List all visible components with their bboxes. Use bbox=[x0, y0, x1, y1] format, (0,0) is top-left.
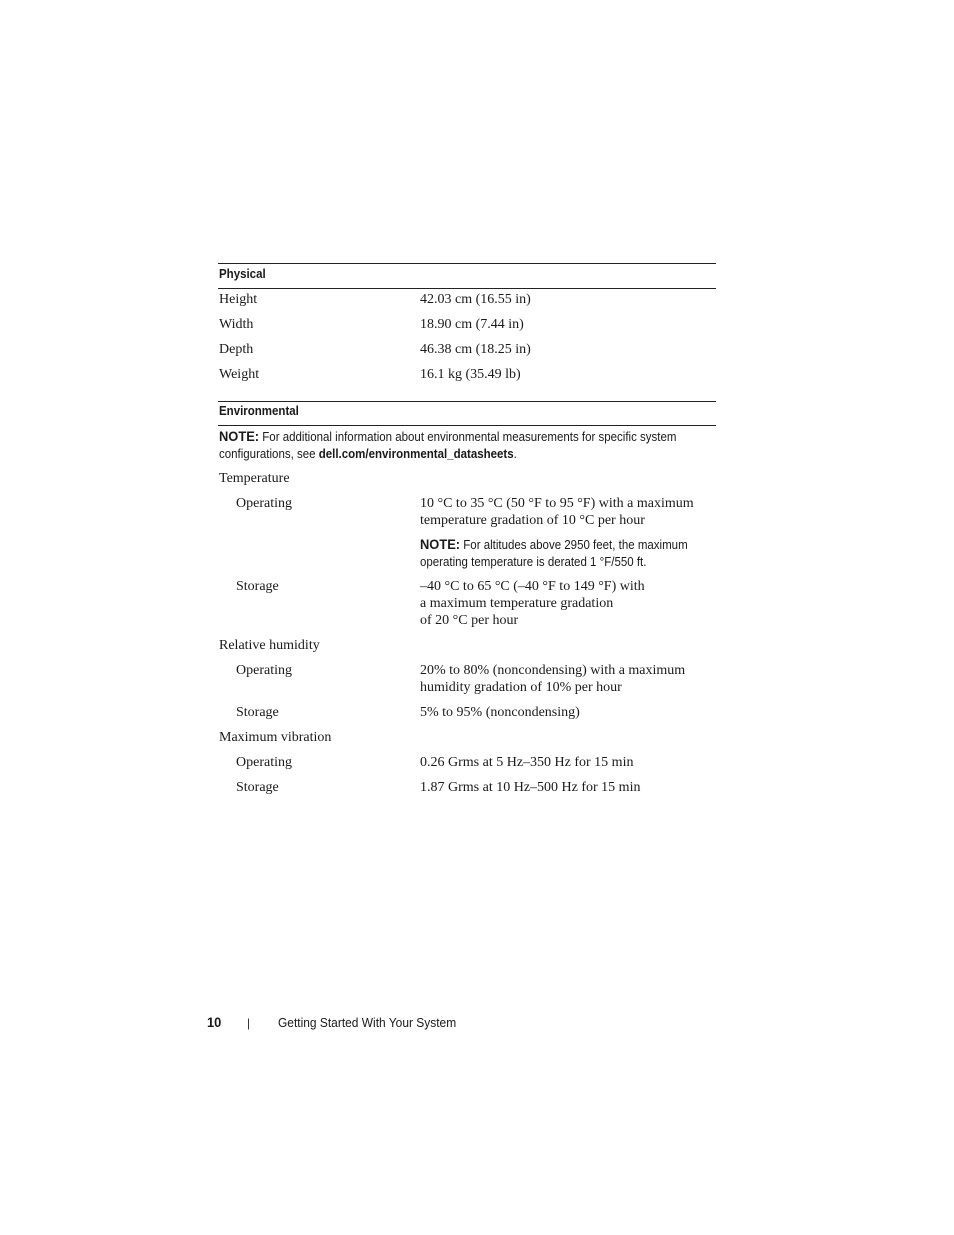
humidity-storage-value: 5% to 95% (noncondensing) bbox=[420, 705, 580, 720]
temperature-operating-label: Operating bbox=[236, 496, 292, 511]
temperature-note-text: For altitudes above 2950 feet, the maximum operating temperature is derated 1 °F/550 ft. bbox=[420, 538, 688, 569]
spec-label-height: Height bbox=[219, 292, 258, 307]
spec-label-weight: Weight bbox=[219, 367, 260, 382]
environmental-note bbox=[219, 428, 716, 463]
spec-value-depth: 46.38 cm (18.25 in) bbox=[420, 342, 531, 357]
spec-value-height: 42.03 cm (16.55 in) bbox=[420, 292, 531, 307]
group-label-temperature: Temperature bbox=[219, 471, 290, 486]
temperature-storage-line: a maximum temperature gradation bbox=[420, 596, 614, 611]
temperature-storage-line: –40 °C to 65 °C (–40 °F to 149 °F) with bbox=[420, 579, 645, 594]
rule-environmental-bottom bbox=[218, 425, 716, 426]
footer-title: Getting Started With Your System bbox=[278, 1015, 457, 1030]
section-heading-physical: Physical bbox=[219, 267, 266, 281]
vibration-storage-label: Storage bbox=[236, 780, 279, 795]
temperature-operating-note bbox=[420, 536, 714, 571]
temperature-operating-value: 10 °C to 35 °C (50 °F to 95 °F) with a maximum temperature gradation of 10 °C per hour bbox=[420, 496, 694, 528]
temperature-storage-label: Storage bbox=[236, 579, 279, 594]
humidity-storage-label: Storage bbox=[236, 705, 279, 720]
temperature-storage-line: of 20 °C per hour bbox=[420, 613, 519, 628]
humidity-operating-label: Operating bbox=[236, 663, 292, 678]
vibration-operating-value: 0.26 Grms at 5 Hz–350 Hz for 15 min bbox=[420, 755, 634, 770]
note-text: For additional information about environmental measurements for specific system configurations, see bbox=[219, 430, 677, 461]
spec-value-weight: 16.1 kg (35.49 lb) bbox=[420, 367, 521, 382]
footer-separator: | bbox=[247, 1016, 250, 1030]
note-tag: NOTE: bbox=[219, 428, 260, 444]
rule-environmental-top bbox=[218, 401, 716, 402]
temperature-storage-value bbox=[420, 578, 720, 629]
note-link[interactable]: dell.com/environmental_datasheets bbox=[318, 447, 514, 461]
temperature-note-tag: NOTE: bbox=[420, 536, 461, 552]
vibration-operating-label: Operating bbox=[236, 755, 292, 770]
spec-label-depth: Depth bbox=[219, 342, 254, 357]
spec-label-width: Width bbox=[219, 317, 254, 332]
group-label-humidity: Relative humidity bbox=[219, 638, 320, 653]
humidity-operating-value: 20% to 80% (noncondensing) with a maximum humidity gradation of 10% per hour bbox=[420, 663, 686, 695]
note-end: . bbox=[513, 447, 517, 461]
group-label-vibration: Maximum vibration bbox=[219, 730, 332, 745]
page-number: 10 bbox=[207, 1014, 222, 1030]
vibration-storage-value: 1.87 Grms at 10 Hz–500 Hz for 15 min bbox=[420, 780, 641, 795]
rule-physical-bottom bbox=[218, 288, 716, 289]
section-heading-environmental: Environmental bbox=[219, 404, 299, 418]
rule-physical-top bbox=[218, 263, 716, 264]
spec-value-width: 18.90 cm (7.44 in) bbox=[420, 317, 524, 332]
